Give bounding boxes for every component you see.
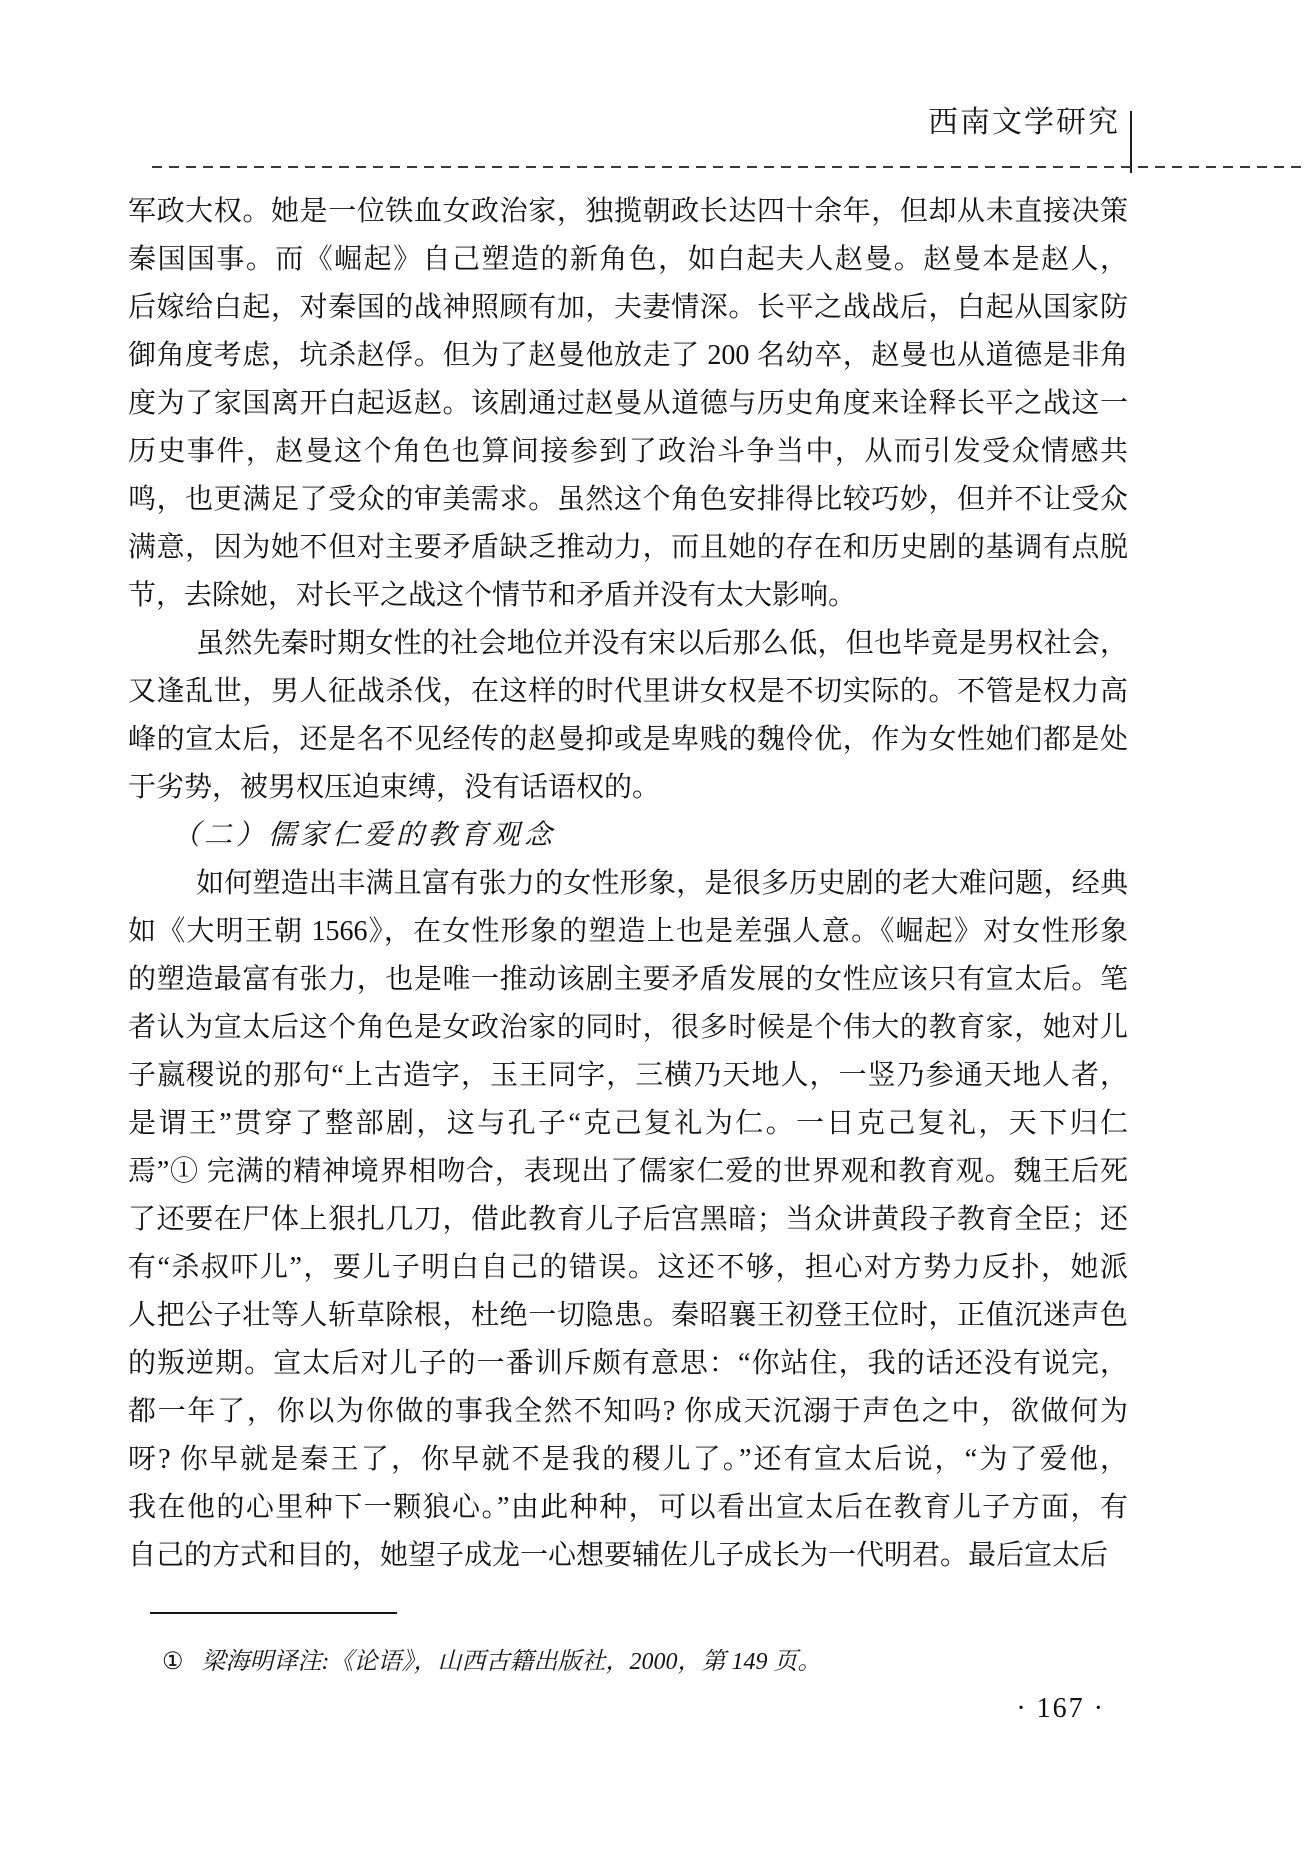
text-line: 峰的宣太后，还是名不见经传的赵曼抑或是卑贱的魏伶优，作为女性她们都是处 bbox=[128, 724, 1128, 755]
text-line: 历史事件，赵曼这个角色也算间接参到了政治斗争当中，从而引发受众情感共 bbox=[128, 436, 1128, 467]
text-line: 呀? 你早就是秦王了，你早就不是我的稷儿了。”还有宣太后说，“为了爱他， bbox=[128, 1444, 1128, 1475]
text-line: 如何塑造出丰满且富有张力的女性形象，是很多历史剧的老大难问题，经典 bbox=[196, 868, 1128, 899]
text-line: 我在他的心里种下一颗狼心。”由此种种，可以看出宣太后在教育儿子方面，有 bbox=[128, 1492, 1128, 1523]
text-line: 都一年了，你以为你做的事我全然不知吗? 你成天沉溺于声色之中，欲做何为 bbox=[128, 1396, 1128, 1427]
footnote bbox=[162, 1644, 822, 1680]
text-line: 秦国国事。而《崛起》自己塑造的新角色，如白起夫人赵曼。赵曼本是赵人， bbox=[128, 244, 1128, 275]
text-line: 于劣势，被男权压迫束缚，没有话语权的。 bbox=[128, 772, 661, 803]
text-line: 子嬴稷说的那句“上古造字，玉王同字，三横乃天地人，一竖乃参通天地人者， bbox=[128, 1060, 1128, 1091]
text-line: （二）儒家仁爱的教育观念 bbox=[172, 820, 557, 851]
paragraph bbox=[128, 620, 1128, 812]
text-line: 御角度考虑，坑杀赵俘。但为了赵曼他放走了 200 名幼卒，赵曼也从道德是非角 bbox=[128, 340, 1128, 371]
text-line: 又逢乱世，男人征战杀伐，在这样的时代里讲女权是不切实际的。不管是权力高 bbox=[128, 676, 1128, 707]
footnote-marker: ① bbox=[162, 1649, 184, 1675]
text-line: 的叛逆期。宣太后对儿子的一番训斥颇有意思：“你站住，我的话还没有说完， bbox=[128, 1348, 1128, 1379]
text-line: 满意，因为她不但对主要矛盾缺乏推动力，而且她的存在和历史剧的基调有点脱 bbox=[128, 532, 1128, 563]
text-line: 后嫁给白起，对秦国的战神照顾有加，夫妻情深。长平之战战后，白起从国家防 bbox=[128, 292, 1128, 323]
text-line: 如《大明王朝 1566》，在女性形象的塑造上也是差强人意。《崛起》对女性形象 bbox=[128, 916, 1128, 947]
running-head-journal-title: 西南文学研究 bbox=[928, 106, 1120, 139]
paragraph bbox=[128, 860, 1128, 1580]
header-vertical-rule bbox=[1130, 111, 1132, 173]
page-number: · 167 · bbox=[1016, 1693, 1105, 1724]
text-line: 了还要在尸体上狠扎几刀，借此教育儿子后宫黑暗；当众讲黄段子教育全臣；还 bbox=[128, 1204, 1128, 1235]
footnote-separator-rule bbox=[150, 1612, 397, 1614]
text-line: 人把公子壮等人斩草除根，杜绝一切隐患。秦昭襄王初登王位时，正值沉迷声色 bbox=[128, 1300, 1128, 1331]
text-line: 的塑造最富有张力，也是唯一推动该剧主要矛盾发展的女性应该只有宣太后。笔 bbox=[128, 964, 1128, 995]
section-heading bbox=[128, 812, 1128, 860]
text-line: 是谓王”贯穿了整部剧，这与孔子“克己复礼为仁。一日克己复礼，天下归仁 bbox=[128, 1108, 1128, 1139]
paragraph bbox=[128, 188, 1128, 620]
text-line: 有“杀叔吓儿”，要儿子明白自己的错误。这还不够，担心对方势力反扑，她派 bbox=[128, 1252, 1128, 1283]
text-line: 者认为宣太后这个角色是女政治家的同时，很多时候是个伟大的教育家，她对儿 bbox=[128, 1012, 1128, 1043]
text-line: 虽然先秦时期女性的社会地位并没有宋以后那么低，但也毕竟是男权社会， bbox=[196, 628, 1128, 659]
text-line: 鸣，也更满足了受众的审美需求。虽然这个角色安排得比较巧妙，但并不让受众 bbox=[128, 484, 1128, 515]
text-line: 度为了家国离开白起返赵。该剧通过赵曼从道德与历史角度来诠释长平之战这一 bbox=[128, 388, 1128, 419]
text-line: 军政大权。她是一位铁血女政治家，独揽朝政长达四十余年，但却从未直接决策 bbox=[128, 196, 1128, 227]
body-text bbox=[128, 188, 1128, 1580]
text-line: 焉”① 完满的精神境界相吻合，表现出了儒家仁爱的世界观和教育观。魏王后死 bbox=[128, 1156, 1128, 1187]
header-dashed-rule bbox=[152, 166, 1307, 168]
text-line: 自己的方式和目的，她望子成龙一心想要辅佐儿子成长为一代明君。最后宣太后 bbox=[128, 1540, 1109, 1571]
footnote-text: 梁海明译注:《论语》，山西古籍出版社，2000，第 149 页。 bbox=[201, 1649, 822, 1675]
text-line: 节，去除她，对长平之战这个情节和矛盾并没有太大影响。 bbox=[128, 580, 857, 611]
